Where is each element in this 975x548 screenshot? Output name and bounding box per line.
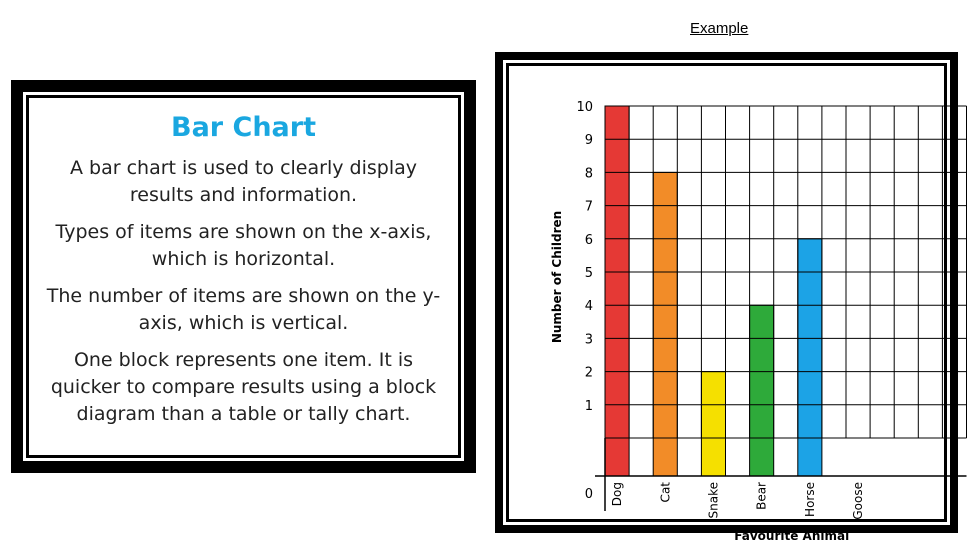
y-tick-label: 8 — [584, 166, 593, 182]
y-tick-label: 6 — [584, 232, 593, 248]
y-tick-label: 4 — [584, 299, 593, 315]
info-paragraph-3: The number of items are shown on the y-axis, which is vertical. — [46, 285, 441, 334]
x-tick-label-horse: Horse — [802, 482, 817, 517]
y-tick-label: 0 — [584, 487, 593, 502]
bar-cat — [653, 172, 677, 476]
info-paragraph-4: One block represents one item. It is quicker to compare results using a block diagram than a table or tally chart. — [50, 349, 437, 425]
chart-card — [495, 52, 958, 543]
bar-chart — [509, 66, 944, 543]
info-card-title: Bar Chart — [171, 112, 316, 143]
y-axis-title: Number of Children — [550, 210, 564, 344]
x-tick-label-goose: Goose — [851, 482, 866, 520]
y-tick-label: 7 — [584, 199, 593, 215]
bar-snake — [701, 372, 725, 476]
y-tick-label: 10 — [576, 100, 593, 115]
info-card-body — [29, 98, 458, 455]
x-axis-title: Favourite Animal — [734, 529, 850, 543]
x-tick-label-snake: Snake — [706, 482, 721, 519]
info-paragraph-1: A bar chart is used to clearly display results and information. — [70, 157, 417, 206]
example-label: Example — [690, 20, 749, 37]
chart-card-body — [509, 66, 944, 543]
bar-bear — [750, 305, 774, 476]
y-tick-label: 9 — [584, 133, 593, 149]
info-paragraph-2: Types of items are shown on the x-axis, which is horizontal. — [55, 221, 432, 270]
x-tick-label-bear: Bear — [754, 482, 769, 510]
bar-horse — [798, 239, 822, 476]
bar-dog — [605, 106, 629, 476]
y-tick-label: 1 — [584, 398, 593, 414]
y-tick-label: 3 — [584, 332, 593, 348]
y-tick-label: 5 — [584, 266, 593, 281]
y-tick-label: 2 — [584, 365, 593, 381]
info-card — [11, 80, 476, 473]
x-tick-label-cat: Cat — [658, 482, 673, 503]
x-tick-label-dog: Dog — [610, 482, 625, 507]
